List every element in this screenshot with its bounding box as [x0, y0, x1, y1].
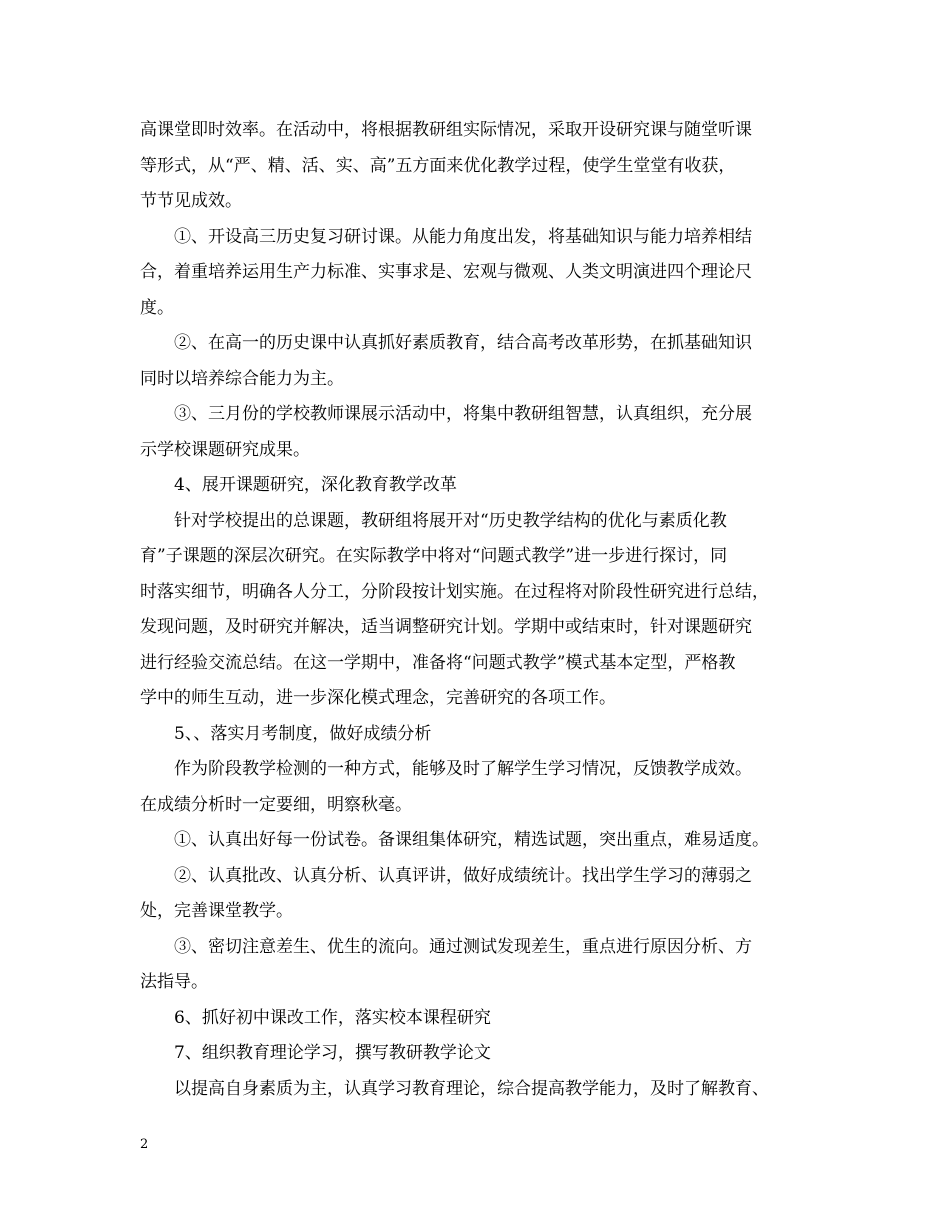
- text-line: ①、开设高三历史复习研讨课。从能力角度出发，将基础知识与能力培养相结: [174, 226, 752, 247]
- section-heading: 7、组织教育理论学习，撰写教研教学论文: [174, 1043, 491, 1063]
- text-line: 法指导。: [140, 972, 208, 992]
- text-line: 在成绩分析时一定要细，明察秋毫。: [140, 794, 412, 815]
- text-line: 时落实细节，明确各人分工，分阶段按计划实施。在过程将对阶段性研究进行总结，: [140, 581, 769, 602]
- text-line: ③、密切注意差生、优生的流向。通过测试发现差生，重点进行原因分析、方: [174, 936, 752, 957]
- text-line: ①、认真出好每一份试卷。备课组集体研究，精选试题，突出重点，难易适度。: [174, 830, 769, 850]
- text-line: 合，着重培养运用生产力标准、实事求是、宏观与微观、人类文明演进四个理论尺: [140, 262, 752, 282]
- text-line: 高课堂即时效率。在活动中，将根据教研组实际情况，采取开设研究课与随堂听课: [140, 120, 752, 140]
- text-line: ③、三月份的学校教师课展示活动中，将集中教研组智慧，认真组织，充分展: [174, 404, 752, 424]
- section-heading: 5、、落实月考制度，做好成绩分析: [174, 723, 432, 744]
- text-line: 进行经验交流总结。在这一学期中，准备将“问题式教学”模式基本定型，严格教: [140, 652, 736, 673]
- text-line: 节节见成效。: [140, 191, 242, 211]
- section-heading: 4、展开课题研究，深化教育教学改革: [174, 475, 457, 495]
- text-line: 育”子课题的深层次研究。在实际教学中将对“问题式教学”进一步进行探讨，同: [140, 546, 728, 566]
- text-line: 发现问题，及时研究并解决，适当调整研究计划。学期中或结束时，针对课题研究: [140, 617, 752, 637]
- text-line: 同时以培养综合能力为主。: [140, 368, 344, 389]
- text-line: ②、在高一的历史课中认真抓好素质教育，结合高考改革形势，在抓基础知识: [174, 333, 752, 353]
- page-number: 2: [140, 1137, 149, 1152]
- text-line: 以提高自身素质为主，认真学习教育理论，综合提高教学能力，及时了解教育、: [174, 1078, 769, 1099]
- section-heading: 6、抓好初中课改工作，落实校本课程研究: [174, 1007, 491, 1028]
- text-line: 度。: [140, 297, 174, 318]
- text-line: 等形式，从“严、精、活、实、高”五方面来优化教学过程，使学生堂堂有收获，: [140, 155, 736, 176]
- text-line: 学中的师生互动，进一步深化模式理念，完善研究的各项工作。: [140, 688, 616, 708]
- text-line: 示学校课题研究成果。: [140, 439, 310, 460]
- text-line: 针对学校提出的总课题，教研组将展开对“历史教学结构的优化与素质化教: [174, 510, 727, 531]
- text-line: ②、认真批改、认真分析、认真评讲，做好成绩统计。找出学生学习的薄弱之: [174, 865, 752, 886]
- document-body: [140, 113, 820, 1107]
- text-line: 作为阶段教学检测的一种方式，能够及时了解学生学习情况，反馈教学成效。: [174, 759, 752, 779]
- text-line: 处，完善课堂教学。: [140, 901, 293, 921]
